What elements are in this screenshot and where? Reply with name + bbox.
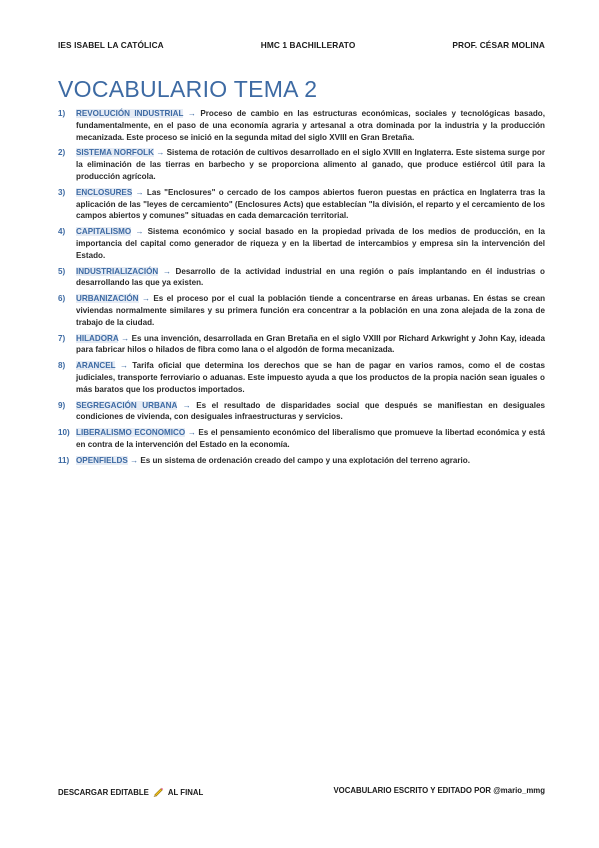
arrow-icon: → [129,455,139,465]
vocabulary-item [58,400,545,424]
item-definition: Desarrollo de la actividad industrial en una región o país implantando en él industrias o desarrollando las que ya existen. [76,266,545,288]
author-credit: VOCABULARIO ESCRITO Y EDITADO POR @mario_mmg [333,786,545,795]
item-definition: Es el resultado de disparidades social que después se manifiestan en desiguales condiciones de vivienda, con desiguales infraestructuras y servicios. [76,400,546,422]
arrow-icon: → [119,361,128,371]
item-number: 9) [58,400,66,410]
arrow-icon: → [182,400,191,410]
arrow-icon: → [135,187,144,197]
vocabulary-item [58,147,545,182]
teacher-name: PROF. CÉSAR MOLINA [452,40,545,50]
item-body [76,455,545,467]
vocabulary-item [58,187,545,222]
vocabulary-item [58,266,545,290]
item-number: 1) [58,109,66,118]
item-body [76,293,545,328]
item-definition: Sistema de rotación de cultivos desarrollado en el siglo XVIII en Inglaterra. Este sistema surge por la eliminación de las tierras en barbecho y se proporciona alimento al ganado, que produce estiércol útil para la producción agrícola. [76,148,546,181]
item-term: ENCLOSURES [76,187,133,197]
item-body [76,360,545,395]
arrow-icon: → [120,333,130,343]
vocabulary-item [58,293,545,328]
item-number: 11) [58,455,70,465]
item-body [76,147,545,182]
item-number: 3) [58,187,66,197]
item-number: 4) [58,227,66,237]
item-definition: Sistema económico y social basado en la propiedad privada de los medios de producción, en la importancia del capital como generador de riqueza y en la libertad de intercambios y empresa sin la intervención del Estado. [76,227,545,260]
item-body [76,187,545,222]
arrow-icon: → [162,266,171,276]
item-term: LIBERALISMO ECONOMICO [76,428,186,438]
item-term: OPENFIELDS [76,455,128,465]
item-body [76,266,545,290]
download-note-suffix: AL FINAL [167,788,204,797]
school-name: IES ISABEL LA CATÓLICA [58,40,164,50]
item-definition: Las "Enclosures" o cercado de los campos abiertos fueron puestas en práctica en Inglaterra tras la aplicación de las "leyes de cercamiento" (Enclosures Acts) que establecían "la división, el reparto y el cercamiento de los campos abiertos y comunes" situadas en cada demarcación territorial. [76,187,545,221]
vocabulary-list [58,108,545,471]
item-term: INDUSTRIALIZACIÓN [76,266,159,276]
course-name: HMC 1 BACHILLERATO [260,40,356,50]
item-body [76,400,545,424]
document-title: VOCABULARIO TEMA 2 [58,76,318,102]
item-term: CAPITALISMO [76,227,132,237]
item-term: SISTEMA NORFOLK [76,148,154,158]
item-body [76,108,545,143]
vocabulary-item [58,455,545,467]
download-note [58,786,203,799]
item-number: 8) [58,361,66,371]
arrow-icon: → [187,109,196,118]
item-number: 5) [58,266,66,276]
item-definition: Es el pensamiento económico del liberalismo que promueve la libertad económica y está en contra de la intervención del Estado en la economía. [76,428,546,449]
vocabulary-item [58,427,545,451]
vocabulary-item [58,108,545,143]
item-number: 2) [58,148,66,158]
item-definition: Es un sistema de ordenación creado del campo y una explotación del terreno agrario. [140,455,471,465]
vocabulary-item [58,226,545,261]
item-body [76,226,545,261]
item-term: HILADORA [76,333,119,343]
download-note-text: DESCARGAR EDITABLE [58,788,149,797]
item-body [76,427,545,451]
page-header [58,40,545,50]
arrow-icon: → [135,227,144,237]
item-definition: Es el proceso por el cual la población tiende a concentrarse en áreas urbanas. En éstas se crean viviendas normalmente similares y su primera función era concentrar a la población en una zona alejada de la zona de trabajo de la ciudad. [76,294,546,327]
page-footer [58,786,545,799]
arrow-icon: → [187,428,196,438]
vocabulary-item [58,333,545,357]
item-term: URBANIZACIÓN [76,294,139,304]
item-definition: Tarifa oficial que determina los derechos que se han de pagar en varios ramos, como el de costas judiciales, transporte ferroviario o aduanas. Este impuesto ayuda a que los productos de la propia nación sean iguales o más baratos que los productos importados. [76,361,545,394]
item-definition: Es una invención, desarrollada en Gran Bretaña en el siglo VXIII por Richard Arkwright y John Kay, ideada para fabricar hilos o hilados de fibra como lana o el algodón de forma mecanizada. [76,333,545,355]
pencil-icon [153,786,164,799]
item-term: REVOLUCIÓN INDUSTRIAL [76,109,184,118]
arrow-icon: → [141,294,150,304]
item-term: SEGREGACIÓN URBANA [76,400,178,410]
item-number: 7) [58,333,66,343]
arrow-icon: → [156,148,165,158]
item-definition: Proceso de cambio en las estructuras económicas, sociales y tecnológicas basado, fundamentalmente, en el paso de una economía agraria y artesanal a otra dominada por la industria y la producción mecanizada. Este proceso se inició en la segunda mitad del siglo XVIII en Gran Bretaña. [76,109,546,142]
vocabulary-item [58,360,545,395]
item-body [76,333,545,357]
item-number: 6) [58,294,66,304]
item-term: ARANCEL [76,361,116,371]
item-number: 10) [58,428,70,438]
